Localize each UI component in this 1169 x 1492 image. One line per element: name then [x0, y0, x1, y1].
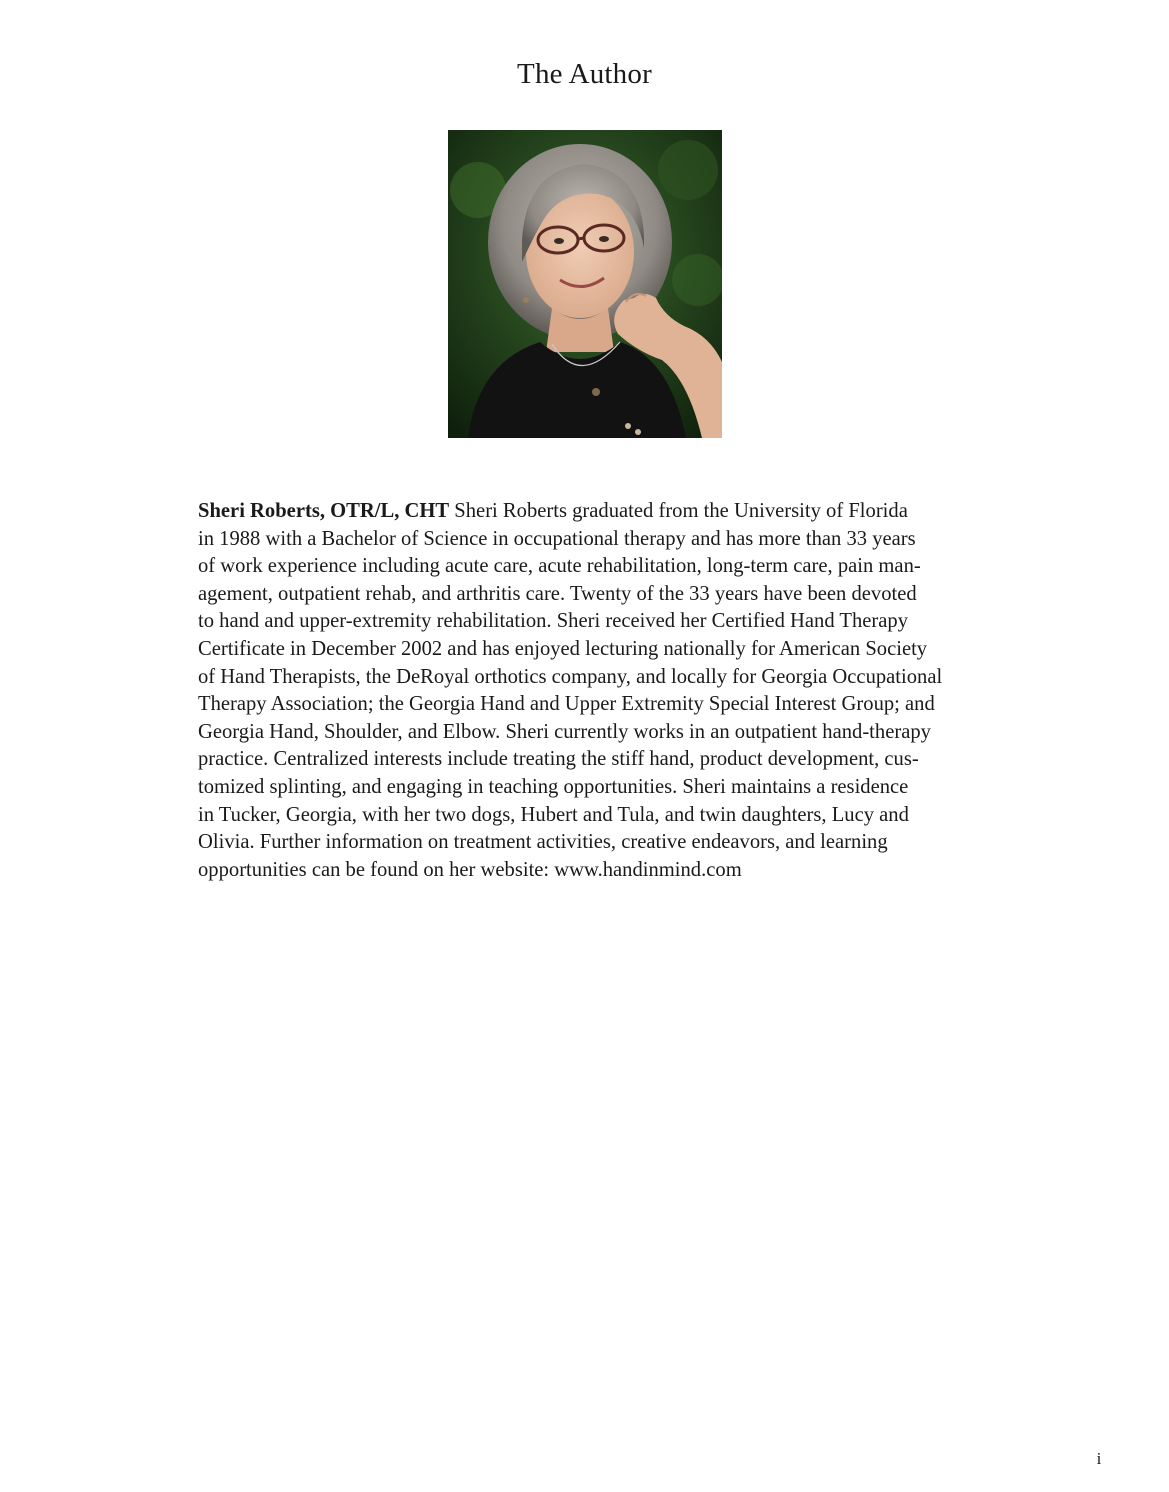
page-title: The Author — [517, 58, 652, 90]
bio-line: of work experience including acute care, acute rehabilitation, long-term care, pain man- — [198, 555, 921, 578]
bio-line: Georgia Hand, Shoulder, and Elbow. Sheri currently works in an outpatient hand-therapy — [198, 720, 931, 743]
bio-line: opportunities can be found on her website: www.handinmind.com — [198, 858, 742, 881]
bio-line: in Tucker, Georgia, with her two dogs, Hubert and Tula, and twin daughters, Lucy and — [198, 803, 909, 826]
bio-line: Sheri Roberts graduated from the University of Florida — [454, 500, 908, 522]
bio-line: Certificate in December 2002 and has enjoyed lecturing nationally for American Society — [198, 637, 928, 660]
bio-line: agement, outpatient rehab, and arthritis care. Twenty of the 33 years have been devoted — [198, 582, 917, 605]
page-number: i — [1096, 1449, 1102, 1468]
bio-line: to hand and upper-extremity rehabilitation. Sheri received her Certified Hand Therapy — [198, 610, 909, 633]
bio-line: Olivia. Further information on treatment activities, creative endeavors, and learning — [198, 831, 888, 854]
author-photo — [448, 130, 722, 438]
author-bio — [198, 498, 974, 884]
bio-line: in 1988 with a Bachelor of Science in occupational therapy and has more than 33 years — [198, 527, 916, 550]
author-name: Sheri Roberts, OTR/L, CHT — [198, 500, 450, 522]
bio-line: Therapy Association; the Georgia Hand and Upper Extremity Special Interest Group; and — [198, 693, 935, 716]
bio-line: practice. Centralized interests include treating the stiff hand, product development, cus- — [198, 748, 919, 771]
bio-line: tomized splinting, and engaging in teaching opportunities. Sheri maintains a residence — [198, 775, 909, 798]
bio-line: of Hand Therapists, the DeRoyal orthotics company, and locally for Georgia Occupational — [198, 665, 943, 688]
